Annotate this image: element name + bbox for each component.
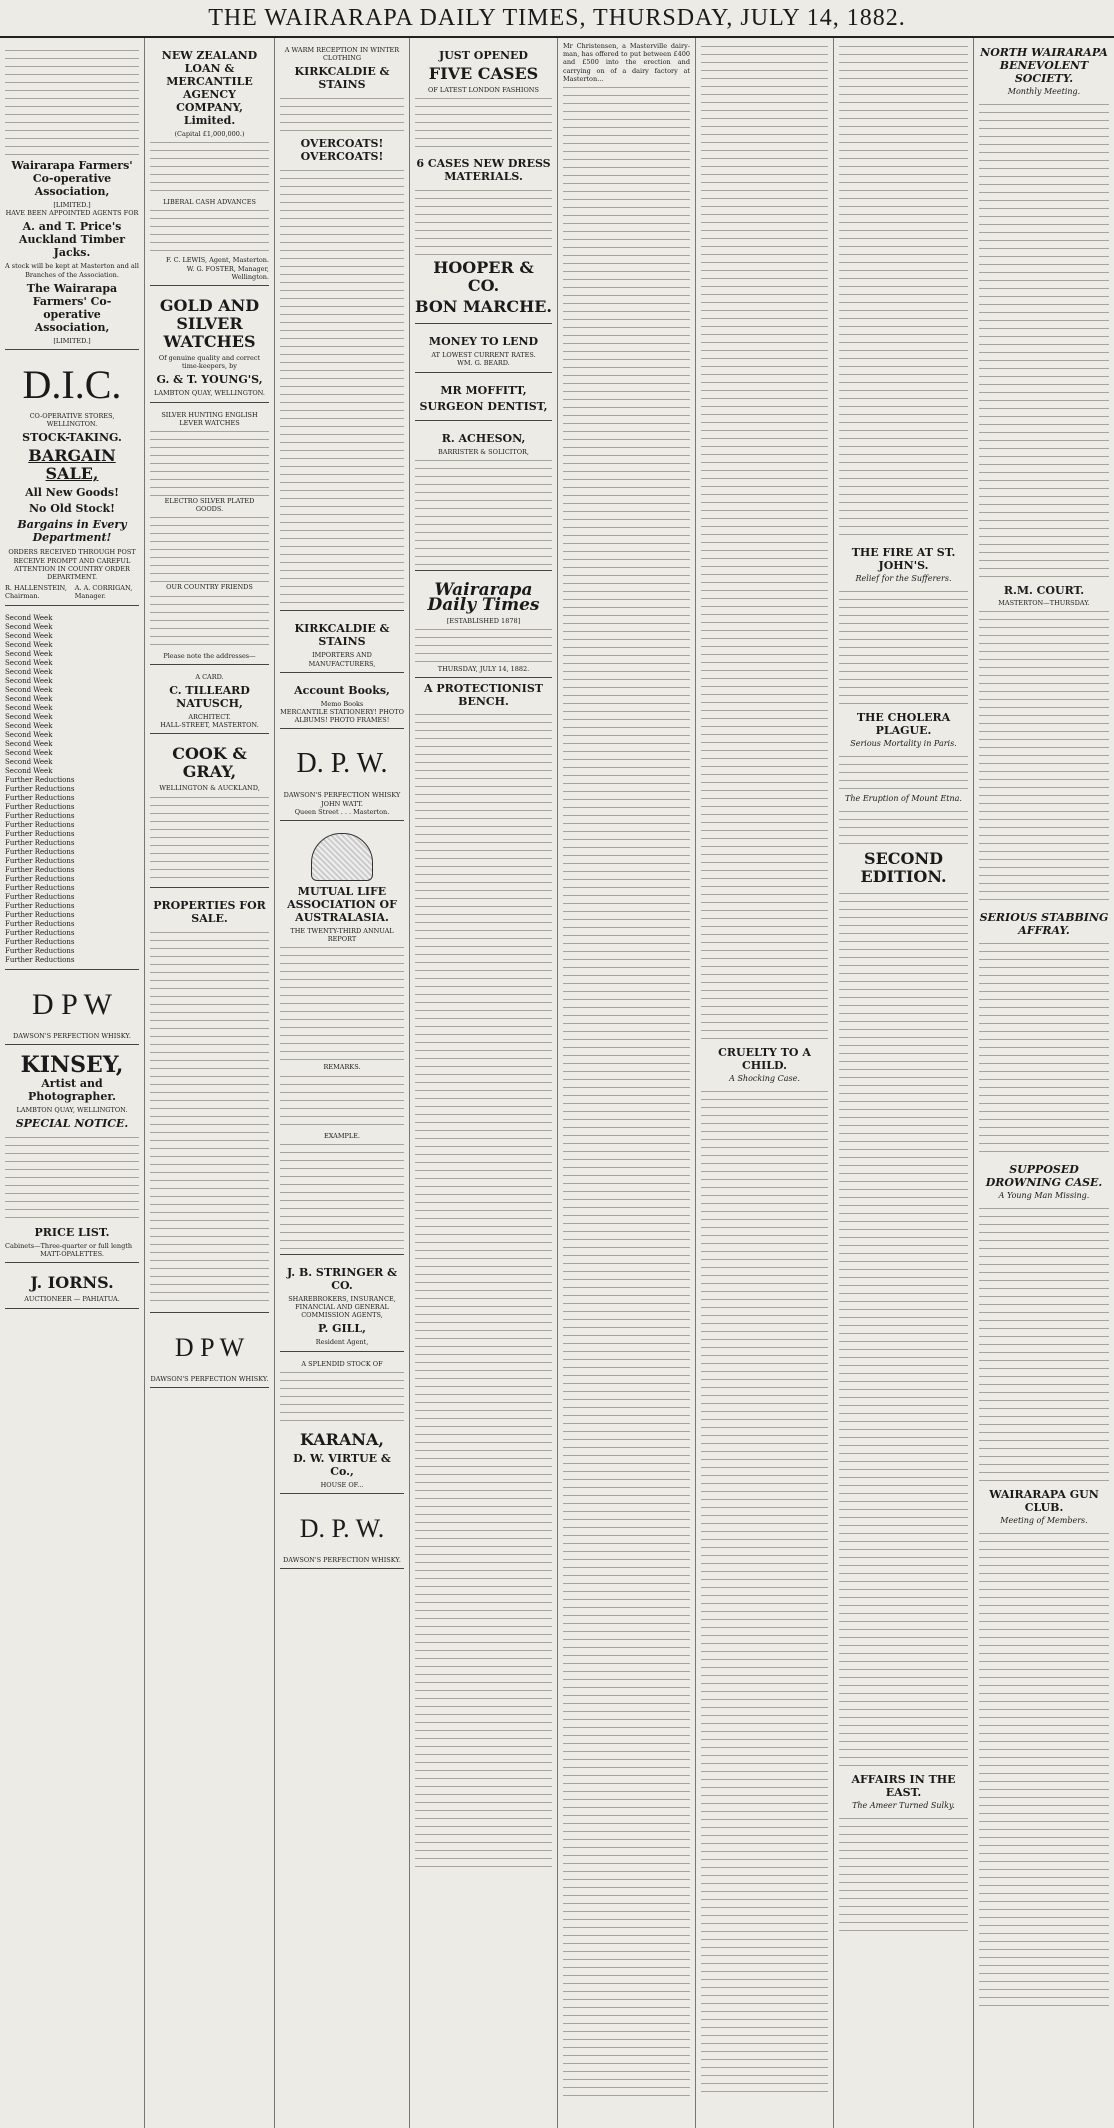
country-title: OUR COUNTRY FRIENDS — [166, 583, 253, 592]
dpw3-ad — [280, 1498, 404, 1569]
lowest-rates: AT LOWEST CURRENT RATES. — [431, 351, 536, 360]
winter-overcoats: OVERCOATS! OVERCOATS! — [300, 137, 384, 164]
watches-sub: Of genuine quality and correct time-keepers, by — [158, 354, 261, 371]
news-body — [979, 607, 1109, 907]
mutual-ad — [280, 825, 404, 1255]
column-3 — [275, 38, 410, 2128]
memo-memo: Memo Books — [320, 699, 364, 708]
natusch-ad — [150, 669, 269, 735]
news-body — [979, 939, 1109, 1159]
virtue-name: D. W. VIRTUE & Co., — [293, 1451, 391, 1478]
kinsey-ad — [5, 1049, 139, 1264]
fashions-ad — [415, 42, 552, 324]
farmers-appointed: HAVE BEEN APPOINTED AGENTS FOR — [5, 209, 139, 218]
prices-title: Please note the addresses— — [163, 651, 256, 660]
moffitt-surgeon: SURGEON DENTIST, — [419, 399, 548, 413]
dic-goods: All New Goods! — [25, 486, 119, 500]
paper-title: Wairarapa Daily Times — [427, 579, 540, 615]
stringer-ad — [280, 1259, 404, 1352]
week-line: Second Week — [5, 730, 53, 739]
week-line: Further Reductions — [5, 901, 75, 910]
news-body — [839, 752, 968, 792]
small-print — [280, 1140, 404, 1250]
mutual-title: MUTUAL LIFE ASSOCIATION OF AUSTRALASIA. — [287, 885, 397, 925]
five-cases: FIVE CASES — [428, 64, 539, 83]
cruelty-sub: A Shocking Case. — [729, 1074, 800, 1083]
dom-karana: KARANA, — [300, 1429, 384, 1449]
dpw-ad-3 — [280, 733, 404, 821]
winter-title: A WARM RECEPTION IN WINTER CLOTHING — [284, 46, 400, 63]
hooper-name: HOOPER & CO. — [433, 258, 534, 296]
news-body — [979, 100, 1109, 580]
farmers-name-2: The Wairarapa Farmers' Co-operative Association, — [26, 281, 118, 334]
week-line: Second Week — [5, 622, 53, 631]
small-print — [415, 94, 552, 154]
column-4 — [410, 38, 558, 2128]
memo-stationery: MERCANTILE STATIONERY! PHOTO ALBUMS! PHOTO FRAMES! — [280, 708, 404, 725]
drowning-title: SUPPOSED DROWNING CASE. — [985, 1163, 1103, 1190]
week-line: Second Week — [5, 766, 53, 775]
gun-club-sub: Meeting of Members. — [1000, 1516, 1088, 1526]
nz-loan-manager: W. G. FOSTER, Manager, Wellington. — [186, 264, 269, 281]
cook-gray-name: COOK & GRAY, — [172, 744, 247, 782]
news-body — [839, 889, 968, 1769]
dpw-title: D P W — [31, 987, 112, 1021]
column-7 — [834, 38, 974, 2128]
cholera-title: THE CHOLERA PLAGUE. — [856, 711, 951, 737]
cook-gray-ad — [150, 738, 269, 887]
week-line: Second Week — [5, 649, 53, 658]
affairs-sub: The Ameer Turned Sulky. — [852, 1801, 955, 1810]
kirk2-firm: KIRKCALDIE & STAINS — [294, 622, 390, 649]
bon-marche: BON MARCHE. — [415, 297, 552, 317]
small-print — [150, 427, 269, 497]
dom-title: A SPLENDID STOCK OF — [301, 1359, 383, 1368]
watt-name: JOHN WATT. — [321, 799, 363, 808]
dpw-sub: DAWSON'S PERFECTION WHISKY. — [13, 1031, 131, 1040]
dpw3-sub: DAWSON'S PERFECTION WHISKY. — [283, 1556, 401, 1565]
just-opened: JUST OPENED — [439, 49, 528, 62]
fire-title: THE FIRE AT ST. JOHN'S. — [851, 546, 956, 572]
stringer-sub: SHAREBROKERS, INSURANCE, FINANCIAL AND GENERAL COMMISSION AGENTS, — [288, 1294, 396, 1320]
nz-loan-title: NEW ZEALAND LOAN & MERCANTILE AGENCY COMPANY, Limited. — [161, 49, 258, 127]
farmers-ad — [5, 42, 139, 350]
acheson-ad — [415, 425, 552, 571]
small-print — [280, 943, 404, 1063]
kinsey-artist: Artist and Photographer. — [28, 1076, 116, 1103]
small-print — [280, 1368, 404, 1428]
memo-title: Account Books, — [294, 683, 390, 697]
masthead — [0, 0, 1114, 38]
week-line: Second Week — [5, 757, 53, 766]
kirk2-ad — [280, 615, 404, 672]
nz-loan-capital: (Capital £1,000,000.) — [174, 130, 245, 138]
lend-ad — [415, 328, 552, 372]
silver-title: SILVER HUNTING ENGLISH LEVER WATCHES — [161, 410, 258, 427]
society-sub: Monthly Meeting. — [1007, 87, 1081, 96]
natusch-card: A CARD. — [195, 672, 224, 681]
moffitt-name: MR MOFFITT, — [440, 383, 527, 397]
news-body — [839, 1814, 968, 1934]
news-body — [839, 807, 968, 847]
week-line: Second Week — [5, 721, 53, 730]
news-body — [701, 42, 828, 1042]
dpw3-title: D. P. W. — [299, 1514, 385, 1544]
dpw2-title: D P W — [174, 1332, 245, 1362]
farmers-limited-2: [LIMITED.] — [53, 336, 91, 345]
news-body — [979, 1204, 1109, 1484]
gun-club-title: WAIRARAPA GUN CLUB. — [989, 1488, 1099, 1515]
etna-title: The Eruption of Mount Etna. — [845, 794, 962, 803]
cook-gray-sub: WELLINGTON & AUCKLAND, — [159, 784, 260, 793]
dpw-ad — [5, 974, 139, 1045]
moffitt-ad — [415, 377, 552, 421]
dic-sub: CO-OPERATIVE STORES, WELLINGTON. — [29, 412, 115, 429]
dpw2-sub: DAWSON'S PERFECTION WHISKY. — [150, 1374, 269, 1383]
week-line: Second Week — [5, 703, 53, 712]
second-edition: SECOND EDITION. — [860, 849, 947, 886]
week-line: Second Week — [5, 667, 53, 676]
stringer-name: J. B. STRINGER & CO. — [286, 1265, 398, 1292]
mats-line: MATT-OPALETTES. — [40, 1250, 104, 1259]
jorns-sub: AUCTIONEER — PAHIATUA. — [24, 1295, 120, 1304]
column-1 — [0, 38, 145, 2128]
editorial-body — [415, 710, 552, 1870]
news-body — [979, 1529, 1109, 2009]
masthead-title: THE WAIRARAPA DAILY TIMES, THURSDAY, JULY 14, 1882. — [208, 4, 906, 31]
dic-name: D.I.C. — [22, 362, 122, 408]
column-5 — [558, 38, 696, 2128]
week-line: Second Week — [5, 676, 53, 685]
kinsey-name: KINSEY, — [20, 1051, 124, 1078]
week-line: Further Reductions — [5, 838, 75, 847]
cholera-sub: Serious Mortality in Paris. — [850, 739, 957, 748]
dic-no-old: No Old Stock! — [28, 502, 115, 516]
properties-ad — [150, 892, 269, 1313]
week-line: Further Reductions — [5, 946, 75, 955]
week-line: Further Reductions — [5, 784, 75, 793]
paper-established: [ESTABLISHED 1878] — [446, 616, 521, 625]
court-title: R.M. COURT. — [1003, 584, 1085, 597]
news-body — [563, 83, 690, 2103]
small-print — [415, 186, 552, 256]
week-line: Second Week — [5, 694, 53, 703]
column-2 — [145, 38, 275, 2128]
week-line: Second Week — [5, 748, 53, 757]
dic-stocktaking: STOCK-TAKING. — [22, 431, 122, 445]
society-title: NORTH WAIRARAPA BENEVOLENT SOCIETY. — [980, 46, 1108, 85]
acheson-role: BARRISTER & SOLICITOR, — [437, 447, 529, 456]
week-line: Further Reductions — [5, 937, 75, 946]
news-body — [701, 1087, 828, 2097]
gill-sub: Resident Agent, — [315, 1338, 369, 1347]
fire-sub: Relief for the Sufferers. — [855, 574, 952, 583]
farmers-stock: A stock will be kept at Masterton and all Branches of the Association. — [5, 262, 139, 279]
week-line: Further Reductions — [5, 919, 75, 928]
week-line: Further Reductions — [5, 820, 75, 829]
week-line: Further Reductions — [5, 928, 75, 937]
kinsey-address: LAMBTON QUAY, WELLINGTON. — [16, 1105, 128, 1114]
winter-ad — [280, 42, 404, 611]
dpw-title-3: D. P. W. — [296, 748, 388, 780]
stabbing-title: SERIOUS STABBING AFFRAY. — [979, 911, 1109, 938]
watches-ad — [150, 290, 269, 403]
column-6 — [696, 38, 834, 2128]
weeks-list — [5, 610, 139, 970]
price-list: PRICE LIST. — [34, 1226, 110, 1240]
gill-name: P. GILL, — [318, 1322, 366, 1336]
paper-title-block — [415, 575, 552, 678]
news-body — [839, 587, 968, 707]
dic-bargains: Bargains in Every Department! — [17, 518, 127, 545]
week-line: Second Week — [5, 739, 53, 748]
latest-fashions: OF LATEST LONDON FASHIONS — [428, 86, 539, 94]
virtue-sub: HOUSE OF... — [320, 1480, 364, 1489]
small-print — [150, 793, 269, 883]
week-line: Further Reductions — [5, 955, 75, 964]
paper-date: THURSDAY, JULY 14, 1882. — [437, 665, 530, 674]
small-print — [150, 592, 269, 652]
court-date: MASTERTON—THURSDAY. — [998, 599, 1090, 607]
watches-maker: G. & T. YOUNG'S, — [156, 373, 263, 387]
mutual-example: EXAMPLE. — [324, 1131, 360, 1140]
nz-loan-agent: F. C. LEWIS, Agent, Masterton. — [165, 256, 269, 265]
small-print — [150, 138, 269, 198]
silver-ad — [150, 407, 269, 665]
farmers-name: Wairarapa Farmers' Co-operative Association, — [11, 159, 133, 198]
drowning-sub: A Young Man Missing. — [998, 1191, 1090, 1201]
money-to-lend: MONEY TO LEND — [428, 335, 539, 349]
jorns-name: J. IORNS. — [30, 1273, 114, 1293]
jorns-ad — [5, 1267, 139, 1308]
week-line: Second Week — [5, 658, 53, 667]
small-print — [150, 206, 269, 256]
week-line: Further Reductions — [5, 793, 75, 802]
beard-name: WM. G. BEARD. — [457, 359, 510, 368]
acheson-name: R. ACHESON, — [441, 431, 526, 445]
memo-ad — [280, 677, 404, 730]
spoons-title: ELECTRO SILVER PLATED GOODS. — [164, 497, 255, 514]
dpw2-ad — [150, 1317, 269, 1388]
small-print — [5, 46, 139, 156]
week-line: Second Week — [5, 685, 53, 694]
winter-firm: KIRKCALDIE & STAINS — [294, 65, 390, 92]
dic-chairman: R. HALLENSTEIN, Chairman. — [5, 584, 67, 601]
dic-bargain: BARGAIN SALE, — [28, 446, 116, 484]
mutual-remarks: REMARKS. — [323, 1063, 361, 1072]
nz-loan-ad — [150, 42, 269, 286]
natusch-role: ARCHITECT. — [188, 713, 231, 722]
week-line: Further Reductions — [5, 874, 75, 883]
small-print — [415, 456, 552, 566]
week-line: Further Reductions — [5, 802, 75, 811]
dic-manager: A. A. CORRIGAN, Manager. — [74, 584, 133, 601]
small-print — [415, 625, 552, 665]
week-line: Second Week — [5, 613, 53, 622]
natusch-address: HALL-STREET, MASTERTON. — [160, 721, 259, 730]
natusch-name: C. TILLEARD NATUSCH, — [169, 684, 250, 711]
week-line: Second Week — [5, 640, 53, 649]
dom-ad — [280, 1356, 404, 1494]
col5-lead: Mr Christensen, a Masterville dairy-man, has offered to put between £400 and £500 into the erection and carrying on of a dairy factory at Masterton... — [563, 42, 690, 83]
cruelty-title: CRUELTY TO A CHILD. — [718, 1046, 811, 1072]
editorial-title: A PROTECTIONIST BENCH. — [424, 682, 543, 709]
small-print — [150, 513, 269, 583]
watches-address: LAMBTON QUAY, WELLINGTON. — [154, 389, 265, 398]
dpw-sub-3: DAWSON'S PERFECTION WHISKY — [283, 791, 401, 800]
week-line: Further Reductions — [5, 856, 75, 865]
column-8 — [974, 38, 1114, 2128]
watches-title: GOLD AND SILVER WATCHES — [159, 296, 260, 352]
week-line: Further Reductions — [5, 775, 75, 784]
week-line: Further Reductions — [5, 829, 75, 838]
kinsey-notice: SPECIAL NOTICE. — [15, 1117, 129, 1131]
news-body — [839, 42, 968, 542]
columns — [0, 38, 1114, 2128]
small-print — [5, 1133, 139, 1223]
dress-cases: 6 CASES NEW DRESS MATERIALS. — [416, 157, 551, 184]
week-line: Second Week — [5, 712, 53, 721]
dic-orders: ORDERS RECEIVED THROUGH POST RECEIVE PROMPT AND CAREFUL ATTENTION IN COUNTRY ORDER DEPARTMENT. — [8, 548, 136, 582]
farmers-limited: [LIMITED.] — [53, 201, 91, 209]
week-line: Further Reductions — [5, 847, 75, 856]
week-line: Further Reductions — [5, 811, 75, 820]
editorial — [415, 682, 552, 1870]
week-line: Further Reductions — [5, 865, 75, 874]
kirk2-sub: IMPORTERS AND MANUFACTURERS, — [308, 651, 376, 668]
small-print — [280, 1072, 404, 1132]
week-line: Second Week — [5, 631, 53, 640]
small-print — [150, 928, 269, 1308]
small-print — [280, 166, 404, 606]
small-print — [280, 94, 404, 134]
nz-loan-liberal: LIBERAL CASH ADVANCES — [163, 198, 256, 207]
cabinets-line: Cabinets—Three-quarter or full length — [5, 1242, 133, 1251]
week-line: Further Reductions — [5, 883, 75, 892]
affairs-title: AFFAIRS IN THE EAST. — [851, 1773, 956, 1799]
watt-address: Queen Street . . . Masterton. — [294, 807, 390, 816]
crest-icon — [311, 833, 373, 881]
dic-ad — [5, 354, 139, 606]
mutual-report: THE TWENTY-THIRD ANNUAL REPORT — [290, 927, 394, 944]
week-line: Further Reductions — [5, 910, 75, 919]
farmers-agents-for: A. and T. Price's Auckland Timber Jacks. — [18, 220, 126, 260]
properties-title: PROPERTIES FOR SALE. — [153, 898, 266, 925]
week-line: Further Reductions — [5, 892, 75, 901]
